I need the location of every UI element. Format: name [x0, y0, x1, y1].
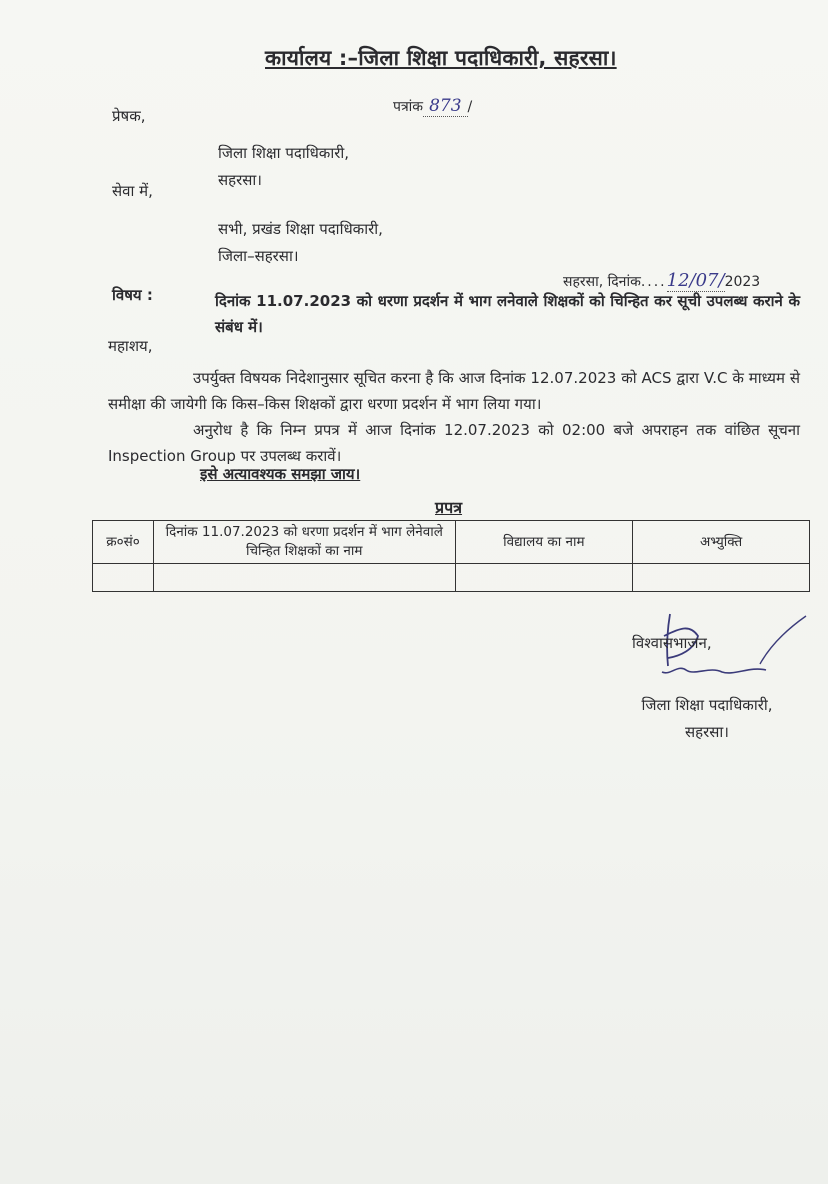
table-cell [93, 564, 154, 592]
salutation: महाशय, [108, 337, 153, 355]
ref-prefix: पत्रांक [393, 99, 424, 115]
date-year: 2023 [724, 274, 761, 290]
date-handwritten: 12/07/ [666, 270, 725, 291]
column-header-serial: क्र०सं० [93, 521, 154, 564]
recipient-line-2: जिला–सहरसा। [218, 247, 299, 265]
recipient-address [218, 216, 383, 270]
column-header-teacher-name: दिनांक 11.07.2023 को धरणा प्रदर्शन में भाग लेनेवाले चिन्हित शिक्षकों का नाम [153, 521, 455, 564]
sender-line-2: सहरसा। [218, 171, 262, 189]
table-cell [455, 564, 633, 592]
form-table [92, 520, 810, 592]
recipient-label: सेवा में, [112, 182, 153, 200]
column-header-remarks: अभ्युक्ति [633, 521, 810, 564]
body-paragraph-1: उपर्युक्त विषयक निदेशानुसार सूचित करना है कि आज दिनांक 12.07.2023 को ACS द्वारा V.C के माध्यम से समीक्षा की जायेगी कि किस–किस शिक्षकों द्वारा धरणा प्रदर्शन में भाग लिया गया। [108, 369, 800, 413]
subject-text: दिनांक 11.07.2023 को धरणा प्रदर्शन में भाग लनेवाले शिक्षकों को चिन्हित कर सूची उपलब्ध कराने के संबंध में। [215, 292, 800, 336]
designation-line-1: जिला शिक्षा पदाधिकारी, [641, 696, 773, 714]
subject-label: विषय : [112, 286, 153, 304]
sender-label: प्रेषक, [112, 107, 146, 125]
sender-address [218, 140, 349, 194]
table-row [93, 564, 810, 592]
designation-line-2: सहरसा। [685, 723, 729, 741]
body-paragraph-2: अनुरोध है कि निम्न प्रपत्र में आज दिनांक 12.07.2023 को 02:00 बजे अपराहन तक वांछित सूचना Inspection Group पर उपलब्ध करावें। [108, 421, 800, 465]
closing-text: विश्वासभाजन, [632, 634, 712, 652]
form-title: प्रपत्र [435, 498, 463, 517]
table-header-row [93, 521, 810, 564]
reference-number [393, 96, 472, 116]
letter-body [108, 365, 800, 469]
urgent-note: इसे अत्यावश्यक समझा जाय। [200, 465, 361, 483]
sender-line-1: जिला शिक्षा पदाधिकारी, [218, 144, 350, 162]
ref-suffix: / [467, 99, 473, 115]
column-header-school-name: विद्यालय का नाम [455, 521, 633, 564]
table-cell [633, 564, 810, 592]
date-line: सहरसा, दिनांक....12/07/2023 [563, 270, 761, 291]
signatory-designation [607, 692, 807, 746]
date-prefix: सहरसा, दिनांक [563, 274, 641, 290]
table-cell [153, 564, 455, 592]
recipient-line-1: सभी, प्रखंड शिक्षा पदाधिकारी, [218, 220, 383, 238]
office-title: कार्यालय :–जिला शिक्षा पदाधिकारी, सहरसा। [265, 46, 617, 70]
ref-number-handwritten: 873 [423, 96, 467, 117]
